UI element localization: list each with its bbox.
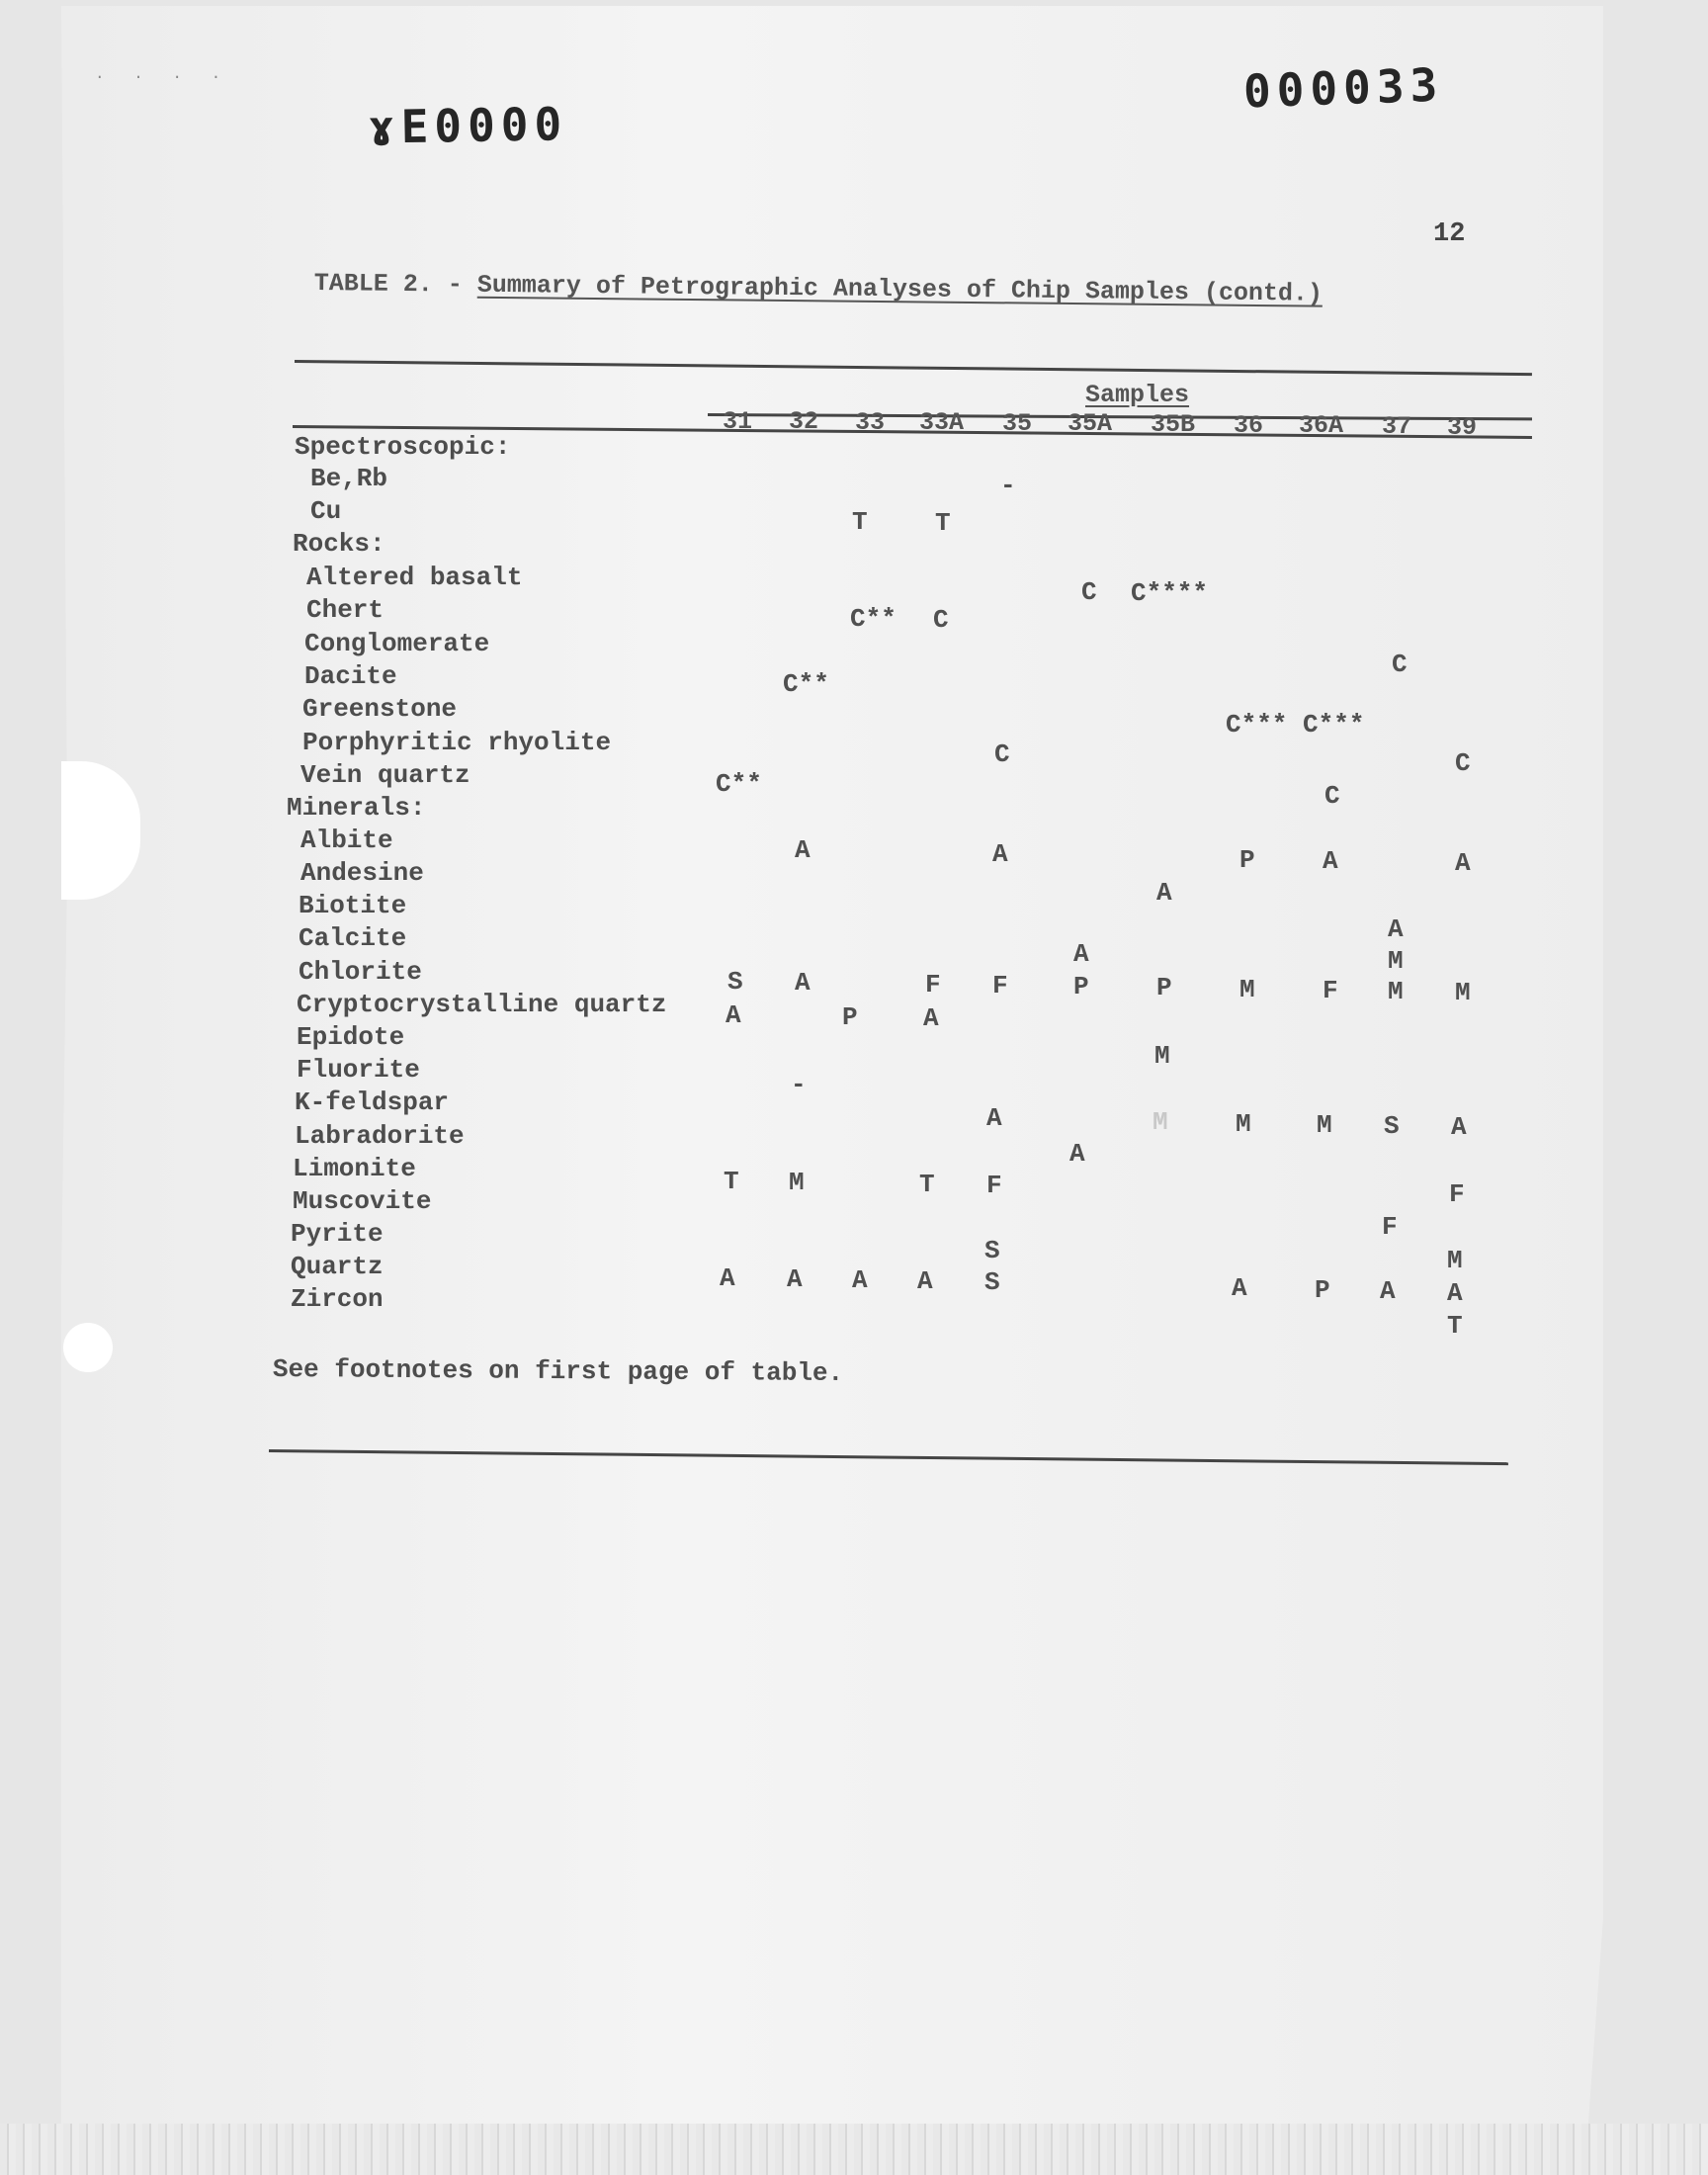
row-label: Chert	[306, 595, 384, 625]
row-label: Dacite	[304, 661, 397, 691]
cell-andesine-35b: A	[1156, 878, 1172, 908]
cell-chlorite-32: A	[795, 968, 811, 998]
row-label: Epidote	[297, 1022, 405, 1052]
cell-limonite-35: F	[986, 1171, 1002, 1200]
row-label: Labradorite	[295, 1121, 465, 1151]
column-header: 32	[789, 407, 819, 436]
column-header: 35	[1002, 409, 1033, 438]
row-label: Fluorite	[297, 1055, 420, 1085]
cell-k-feldspar-39: A	[1451, 1112, 1467, 1142]
column-header: 31	[723, 407, 753, 436]
column-header: 36A	[1299, 411, 1344, 440]
cell-quartz-37: A	[1380, 1276, 1396, 1306]
row-label: Conglomerate	[304, 629, 490, 658]
column-header: 33A	[919, 408, 965, 437]
cell-porphyritic-rhyolite-39: C	[1455, 748, 1471, 778]
column-header: 39	[1447, 413, 1478, 442]
cell-chlorite-35: F	[992, 971, 1008, 1000]
cell-albite-36: P	[1239, 845, 1255, 875]
cell-chlorite-33a: F	[925, 970, 941, 1000]
row-label: K-feldspar	[295, 1088, 450, 1117]
column-header: 36	[1234, 411, 1264, 440]
cell-crypto-quartz-33: P	[842, 1002, 858, 1032]
row-label: Albite	[300, 826, 393, 855]
cell-crypto-quartz-33a: A	[923, 1003, 939, 1033]
cell-zircon-39: T	[1447, 1311, 1463, 1341]
column-header: 37	[1382, 412, 1412, 441]
cell-be-rb-35: -	[1000, 471, 1016, 500]
cell-k-feldspar-37: S	[1384, 1111, 1400, 1141]
document-stamp-left: ɤE0000	[367, 97, 568, 154]
row-label: Cu	[310, 496, 342, 526]
cell-dacite-37: C	[1392, 650, 1408, 679]
row-label: Cryptocrystalline quartz	[297, 990, 667, 1019]
cell-chlorite-31: S	[727, 967, 743, 997]
cell-k-feldspar-35: A	[986, 1103, 1002, 1133]
row-label: Pyrite	[291, 1219, 384, 1249]
page-number: 12	[1433, 219, 1466, 249]
cell-chlorite-36a: F	[1323, 976, 1338, 1005]
row-label: Greenstone	[302, 694, 458, 724]
cell-chlorite-36: M	[1239, 975, 1255, 1004]
column-header: 35A	[1068, 409, 1113, 438]
cell-quartz-33: A	[852, 1265, 868, 1295]
row-label: Chlorite	[299, 957, 422, 987]
row-label-section: Minerals:	[287, 793, 426, 823]
cell-calcite-35a: A	[1073, 939, 1089, 969]
cell-dacite-32: C**	[783, 669, 829, 699]
row-label: Andesine	[300, 858, 424, 888]
row-label: Quartz	[291, 1252, 384, 1281]
paper-sheet	[61, 6, 1603, 2130]
column-header: 33	[855, 408, 886, 437]
scan-specks: . . . .	[95, 65, 231, 83]
cell-albite-36a: A	[1323, 846, 1338, 876]
row-label: Porphyritic rhyolite	[302, 728, 612, 757]
cell-limonite-33a: T	[919, 1170, 935, 1199]
row-label-section: Rocks:	[293, 529, 385, 559]
cell-limonite-32: M	[789, 1168, 805, 1197]
cell-labradorite-35a: A	[1069, 1139, 1085, 1169]
cell-quartz-35: S	[984, 1267, 1000, 1297]
cell-crypto-quartz-31: A	[726, 1000, 741, 1030]
row-label: Zircon	[291, 1284, 384, 1314]
cell-chlorite-37: M	[1388, 977, 1404, 1006]
document-stamp-right: 000033	[1242, 57, 1445, 119]
cell-albite-35: A	[992, 839, 1008, 869]
row-label: Altered basalt	[306, 563, 523, 592]
cell-quartz-39-m: M	[1447, 1246, 1463, 1275]
row-label: Biotite	[299, 891, 407, 920]
cell-altered-basalt-35a: C	[1081, 577, 1097, 607]
cell-calcite-37: A	[1388, 914, 1404, 944]
cell-pyrite-35: S	[984, 1236, 1000, 1265]
cell-chert-33: C**	[850, 604, 897, 634]
table-caption-prefix: TABLE 2. -	[313, 269, 478, 300]
column-header: 35B	[1151, 410, 1196, 439]
row-label: Vein quartz	[300, 760, 470, 790]
cell-quartz-36: A	[1232, 1273, 1247, 1303]
row-label: Muscovite	[293, 1186, 432, 1216]
cell-epidote-35b: M	[1154, 1041, 1170, 1071]
cell-k-feldspar-36: M	[1236, 1109, 1251, 1139]
cell-chlorite-35a: P	[1073, 972, 1089, 1001]
row-label: Calcite	[299, 923, 407, 953]
cell-quartz-33a: A	[917, 1266, 933, 1296]
cell-porphyritic-rhyolite-35: C	[994, 740, 1010, 769]
cell-albite-32: A	[795, 835, 811, 865]
cell-vein-quartz-36a: C	[1324, 781, 1340, 811]
cell-porphyritic-rhyolite-36-36a: C*** C***	[1226, 710, 1365, 740]
cell-quartz-36a: P	[1315, 1275, 1330, 1305]
cell-k-feldspar-36a: M	[1317, 1110, 1332, 1140]
cell-quartz-32: A	[787, 1264, 803, 1294]
cell-altered-basalt-35b: C****	[1131, 578, 1209, 608]
row-label: Limonite	[293, 1154, 416, 1183]
cell-quartz-39: A	[1447, 1278, 1463, 1308]
table-footnote: See footnotes on first page of table.	[272, 1354, 844, 1389]
punch-hole	[63, 1323, 113, 1372]
cell-muscovite-39: F	[1449, 1179, 1465, 1209]
cell-vein-quartz-31: C**	[716, 769, 762, 799]
cell-quartz-31: A	[720, 1263, 735, 1293]
cell-calcite-37b: M	[1388, 946, 1404, 976]
table-caption-title: Summary of Petrographic Analyses of Chip Samples (contd.)	[476, 270, 1324, 308]
row-label: Be,Rb	[310, 464, 388, 493]
cell-pyrite-37: F	[1382, 1212, 1398, 1242]
cell-calcite-35b: P	[1156, 973, 1172, 1002]
samples-heading: Samples	[1085, 381, 1190, 409]
scan-artifact-strip	[0, 2124, 1708, 2175]
cell-albite-39: A	[1455, 848, 1471, 878]
cell-cu-33: T	[852, 507, 868, 537]
row-label-section: Spectroscopic:	[295, 432, 511, 462]
cell-chert-33a: C	[933, 605, 949, 635]
cell-fluorite-32: -	[791, 1070, 807, 1099]
cell-k-feldspar-35b: M	[1153, 1107, 1168, 1137]
cell-chlorite-39: M	[1455, 978, 1471, 1007]
cell-limonite-31: T	[724, 1167, 739, 1196]
cell-cu-33a: T	[935, 508, 951, 538]
